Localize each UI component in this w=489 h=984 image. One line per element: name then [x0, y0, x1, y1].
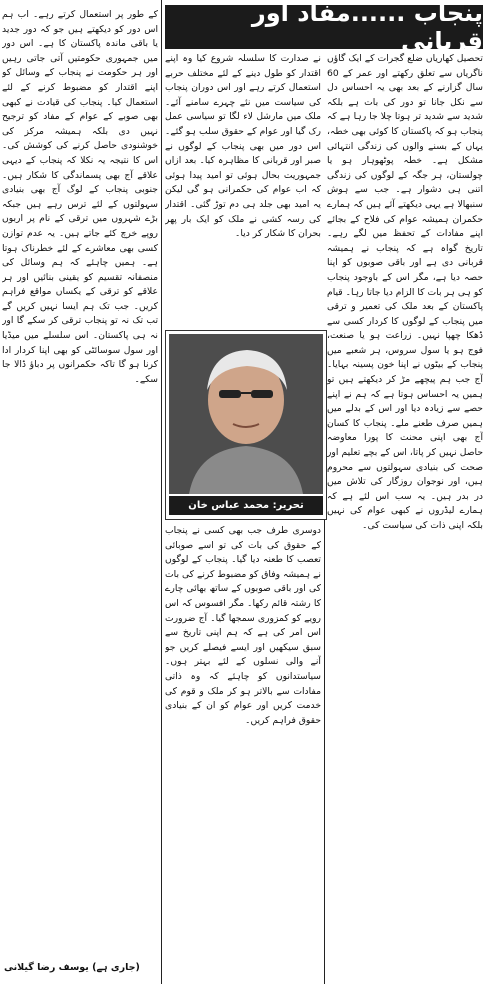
headline: پنجاب ......مفاد اور قربانی	[251, 0, 483, 55]
column-divider	[161, 0, 162, 984]
author-photo	[169, 334, 323, 494]
author-portrait-image	[169, 334, 323, 494]
column-middle-bottom-text: دوسری طرف جب بھی کسی نے پنجاب کے حقوق کی بات کی تو اسے صوبائی تعصب کا طعنہ دیا گیا۔ پنجاب کے لوگوں نے ہمیشہ وفاق کو مضبوط کرنے کی بات کی اور باقی صوبوں کے ساتھ بھائی چارے کا رشتہ قائم رکھا۔ مگر افسوس کہ اس رویے کو کمزوری سمجھا گیا۔ آج ضرورت اس امر کی ہے کہ ہم اپنی تاریخ سے سبق سیکھیں اور ایسے فیصلے کریں جو آنے والی نسلوں کے لئے بہتر ہوں۔ سیاستدانوں کو چاہئے کہ وہ ذاتی مفادات سے بالاتر ہو کر ملک و قوم کی خدمت کریں اور عوام کو ان کے بنیادی حقوق فراہم کریں۔	[165, 525, 321, 726]
column-middle-bottom	[165, 524, 321, 980]
column-left	[2, 8, 158, 980]
byline-text: تحریر: محمد عباس خان	[188, 500, 304, 511]
article-signature	[4, 962, 158, 980]
column-right-text: تحصیل کھاریاں ضلع گجرات کے ایک گاؤں ناگریاں سے تعلق رکھتے اور عمر کے 60 سال گزارنے کے بعد بھی یہ احساس دل سے نکل جانا تو دور کی بات ہے بلکہ شدید سے شدید تر ہوتا چلا جا رہا ہے کہ پنجاب ہو کہ پاکستان کا کوئی بھی خطہ، یہاں کے بسنے والوں کی زندگی انتہائی مشکل ہے۔ خطہ پوٹھوہار ہو یا چولستان، ہر جگہ کے لوگوں کی زندگی اتنی ہی دشوار ہے۔ جب سے ہوش سنبھالا ہے یہی دیکھتے آئے ہیں کہ ہمارے حکمران ہمیشہ عوام کی فلاح کے بجائے اپنے مفادات کے تحفظ میں لگے رہے۔ تاریخ گواہ ہے کہ پنجاب نے ہمیشہ قربانی دی ہے اور باقی صوبوں کو اپنا حصہ دیا ہے، مگر اس کے باوجود پنجاب کو ہی ہر بات کا الزام دیا جاتا رہا۔ قیام پاکستان کے بعد ملک کی تعمیر و ترقی میں پنجاب کے لوگوں کا کردار کسی سے ڈھکا چھپا نہیں۔ زراعت ہو یا صنعت، فوج ہو یا سول سروس، ہر شعبے میں پنجاب کے بیٹوں نے اپنا خون پسینہ بہایا۔ آج جب ہم پیچھے مڑ کر دیکھتے ہیں تو ہمیں یہ احساس ہوتا ہے کہ ہم نے اپنے حصے سے زیادہ دیا اور اس کے بدلے میں ہمیں صرف طعنے ملے۔ پنجاب کا کسان آج بھی اپنی محنت کا پورا معاوضہ حاصل نہیں کر پاتا، اس کے بچے تعلیم اور صحت کی بنیادی سہولتوں سے محروم ہیں، اور نوجوان روزگار کی تلاش میں در بدر ہیں۔ یہ سب اس لئے ہے کہ ہمارے لیڈروں نے کبھی عوام کی نہیں بلکہ اپنی ذات کی سیاست کی۔	[327, 53, 483, 531]
signature-text: (جاری ہے) یوسف رضا گیلانی	[4, 962, 140, 973]
column-divider	[324, 520, 325, 984]
headline-banner	[165, 0, 483, 55]
column-middle-top-text: نے صدارت کا سلسلہ شروع کیا وہ اپنے اقتدار کو طول دینے کے لئے مختلف حربے استعمال کرتے رہے اور اس دوران پنجاب کی سیاست میں نئے چہرے سامنے آئے۔ ملک میں مارشل لاء لگا تو سیاسی عمل رک گیا اور عوام کے حقوق سلب ہو گئے۔ اس دور میں بھی پنجاب کے لوگوں نے صبر اور قربانی کا مظاہرہ کیا۔ بعد ازاں جمہوریت بحال ہوئی تو امید پیدا ہوئی کہ اب عوام کی حکمرانی ہو گی لیکن یہ امید بھی جلد ہی دم توڑ گئی۔ اقتدار کی رسہ کشی نے ملک کو ایک بار پھر بحران کا شکار کر دیا۔	[165, 53, 321, 240]
column-middle-top	[165, 52, 321, 322]
author-photo-box	[165, 330, 327, 520]
column-right	[327, 52, 483, 980]
column-left-text: کے طور پر استعمال کرتے رہے۔ اب ہم اس دور کو دیکھتے ہیں جو کہ دور جدید یا باقی ماندہ پاکستان کا ہے۔ اس دور میں جمہوری حکومتیں آتی جاتی رہیں اور ہر حکومت نے پنجاب کے وسائل کو اپنے اقتدار کو مضبوط کرنے کے لئے استعمال کیا۔ پنجاب کی قیادت نے کبھی بھی صوبے کے عوام کے مفاد کو ترجیح نہیں دی بلکہ ہمیشہ مرکز کی خوشنودی حاصل کرنے کی کوشش کی۔ اس کا نتیجہ یہ نکلا کہ پنجاب کے دیہی علاقے آج بھی پسماندگی کا شکار ہیں۔ جنوبی پنجاب کے لوگ آج بھی بنیادی سہولتوں کے لئے ترس رہے ہیں جبکہ بڑے شہروں میں ترقی کے نام پر اربوں روپے خرچ کئے جاتے ہیں۔ یہ عدم توازن کسی بھی معاشرے کے لئے خطرناک ہوتا ہے۔ ہمیں چاہئے کہ ہم وسائل کی منصفانہ تقسیم کو یقینی بنائیں اور ہر علاقے کو ترقی کے یکساں مواقع فراہم کریں۔ جب تک ہم ایسا نہیں کریں گے تب تک نہ تو پنجاب ترقی کر سکے گا اور نہ ہی پاکستان۔ اس سلسلے میں میڈیا اور سول سوسائٹی کو بھی اپنا کردار ادا کرنا ہو گا تاکہ حکمرانوں پر دباؤ ڈالا جا سکے۔	[2, 9, 158, 385]
byline	[169, 496, 323, 515]
